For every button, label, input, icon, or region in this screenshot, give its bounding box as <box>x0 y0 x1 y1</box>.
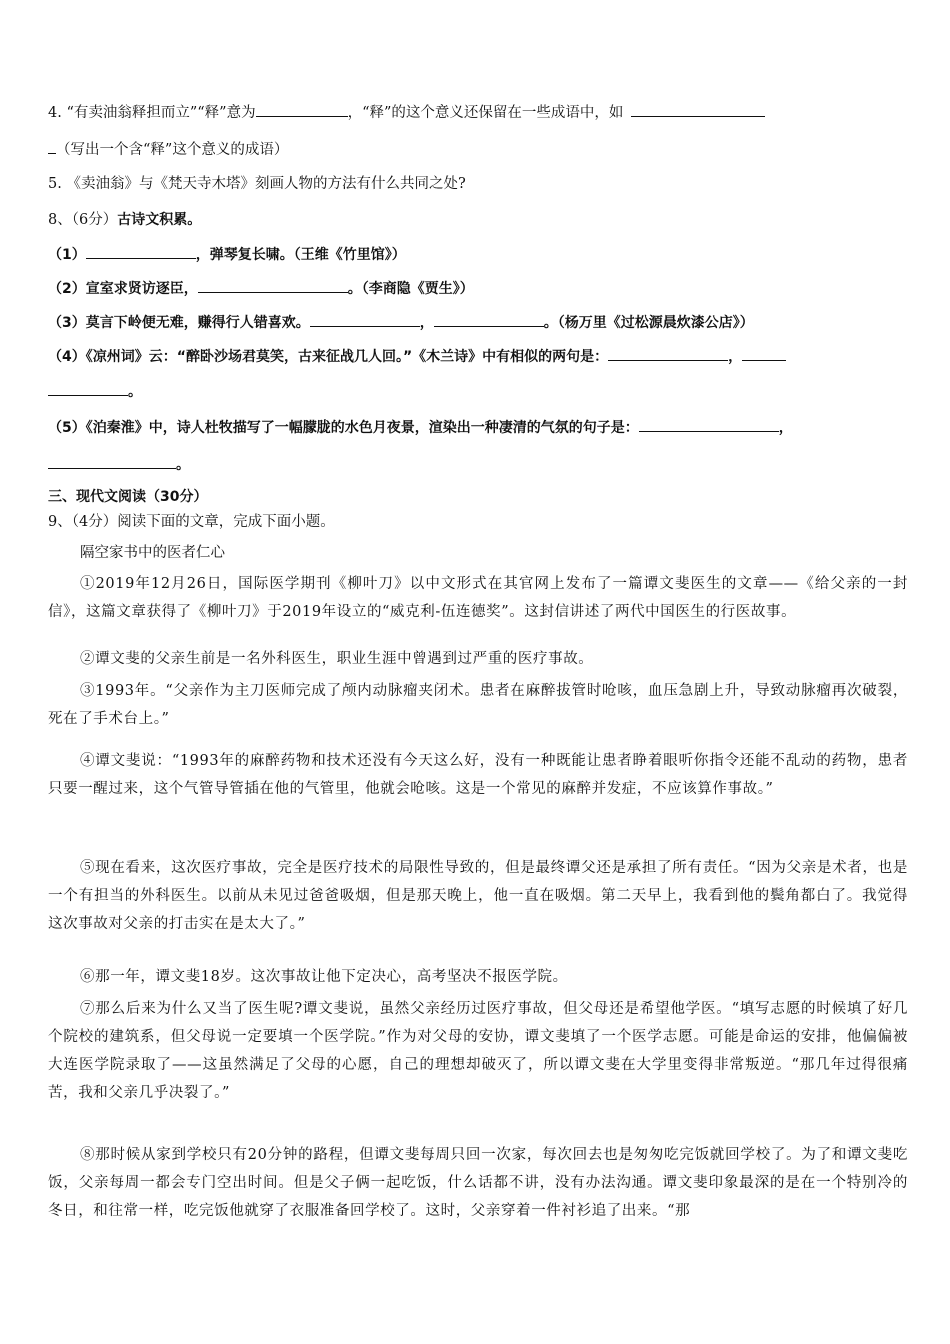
q8-item-2 <box>48 278 474 299</box>
answer-blank[interactable] <box>310 312 420 327</box>
article-paragraph: ④谭文斐说：“1993年的麻醉药物和技术还没有今天这么好，没有一种既能让患者睁着眼听你指令还能不乱动的药物，患者只要一醒过来，这个气管导管插在他的气管里，他就会呛咳。这是一个常见的麻醉并发症，不应该算作事故。” <box>48 753 908 797</box>
q4-text-a: 4. “有卖油翁释担而立”“释”意为 <box>48 105 256 121</box>
q8-item-3-source: 。（杨万里《过松源晨炊漆公店》） <box>543 315 754 331</box>
q8-item-4-sep: ， <box>728 349 743 365</box>
q8-item-5-text: （5）《泊秦淮》中，诗人杜牧描写了一幅朦胧的水色月夜景，渲染出一种凄清的气氛的句子是： <box>48 420 639 436</box>
answer-blank[interactable] <box>639 417 779 432</box>
answer-blank[interactable] <box>631 102 765 117</box>
q8-item-5-sep: ， <box>778 420 793 436</box>
answer-blank[interactable] <box>742 346 786 361</box>
answer-blank[interactable] <box>608 346 728 361</box>
answer-blank[interactable] <box>48 454 176 469</box>
q8-item-4-text: （4）《凉州词》云：“醉卧沙场君莫笑，古来征战几人回。”《木兰诗》中有相似的两句是： <box>48 349 609 365</box>
answer-blank[interactable] <box>86 244 196 259</box>
q8-item-1-label: （1） <box>48 247 86 263</box>
q8-item-3-text: （3）莫言下岭便无难，赚得行人错喜欢。 <box>48 315 310 331</box>
q8-item-2-text: （2）宣室求贤访逐臣， <box>48 281 198 297</box>
q8-item-3 <box>48 312 754 333</box>
article-title: 隔空家书中的医者仁心 <box>80 545 225 561</box>
answer-blank[interactable] <box>256 102 348 117</box>
section-heading: 三、现代文阅读（30分） <box>48 489 208 505</box>
q8-item-5 <box>48 417 793 438</box>
q8-number: 8、（6分） <box>48 212 118 228</box>
answer-blank[interactable] <box>48 381 128 396</box>
question-5: 5. 《卖油翁》与《梵天寺木塔》刻画人物的方法有什么共同之处? <box>48 176 466 192</box>
answer-blank[interactable] <box>198 278 348 293</box>
q8-item-2-source: 。（李商隐《贾生》） <box>347 281 474 297</box>
q4-text-b: ，“释”的这个意义还保留在一些成语中，如 <box>347 105 624 121</box>
article-paragraph: ⑤现在看来，这次医疗事故，完全是医疗技术的局限性导致的，但是最终谭父还是承担了所有责任。“因为父亲是术者，也是一个有担当的外科医生。以前从未见过爸爸吸烟，但是那天晚上，他一直在吸烟。第二天早上，我看到他的鬓角都白了。我觉得这次事故对父亲的打击实在是太大了。” <box>48 860 908 932</box>
answer-blank[interactable] <box>48 139 56 154</box>
q8-item-5-cont <box>48 454 190 475</box>
question-9: 9、（4分）阅读下面的文章，完成下面小题。 <box>48 514 335 530</box>
q8-title: 古诗文积累。 <box>117 212 202 228</box>
q8-item-1 <box>48 244 406 265</box>
article-paragraph: ③1993年。“父亲作为主刀医师完成了颅内动脉瘤夹闭术。患者在麻醉拔管时呛咳，血压急剧上升，导致动脉瘤再次破裂，死在了手术台上。” <box>48 683 908 727</box>
article-paragraph: ⑥那一年，谭文斐18岁。这次事故让他下定决心，高考坚决不报医学院。 <box>80 969 568 985</box>
q8-item-3-sep: ， <box>419 315 434 331</box>
question-4-line2 <box>48 139 288 160</box>
article-paragraph: ⑦那么后来为什么又当了医生呢?谭文斐说，虽然父亲经历过医疗事故，但父母还是希望他学医。“填写志愿的时候填了好几个院校的建筑系，但父母说一定要填一个医学院。”作为对父母的安协，谭文斐填了一个医学志愿。可能是命运的安排，他偏偏被大连医学院录取了——这虽然满足了父母的心愿，自己的理想却破灭了，所以谭文斐在大学里变得非常叛逆。“那几年过得很痛苦，我和父亲几乎决裂了。” <box>48 1001 908 1101</box>
article-paragraph: ⑧那时候从家到学校只有20分钟的路程，但谭文斐每周只回一次家，每次回去也是匆匆吃完饭就回学校了。为了和谭文斐吃饭，父亲每周一都会专门空出时间。但是父子俩一起吃饭，什么话都不讲，没有办法沟通。谭文斐印象最深的是在一个特别冷的冬日，和往常一样，吃完饭他就穿了衣服准备回学校了。这时，父亲穿着一件衬衫追了出来。“那 <box>48 1147 908 1219</box>
article-paragraph: ②谭文斐的父亲生前是一名外科医生，职业生涯中曾遇到过严重的医疗事故。 <box>80 651 594 667</box>
q8-item-1-text: ，弹琴复长啸。（王维《竹里馆》） <box>195 247 406 263</box>
q8-item-4-end: 。 <box>128 384 142 400</box>
article-paragraph: ①2019年12月26日，国际医学期刊《柳叶刀》以中文形式在其官网上发布了一篇谭文斐医生的文章——《给父亲的一封信》，这篇文章获得了《柳叶刀》于2019年设立的“威克利-伍连德奖”。这封信讲述了两代中国医生的行医故事。 <box>48 576 908 620</box>
answer-blank[interactable] <box>434 312 544 327</box>
question-8-heading <box>48 210 201 230</box>
q4-text-c: （写出一个含“释”这个意义的成语） <box>56 142 289 158</box>
q8-item-4-cont <box>48 381 142 402</box>
question-4-line1 <box>48 102 765 123</box>
q8-item-4 <box>48 346 786 367</box>
q8-item-5-end: 。 <box>176 457 190 473</box>
